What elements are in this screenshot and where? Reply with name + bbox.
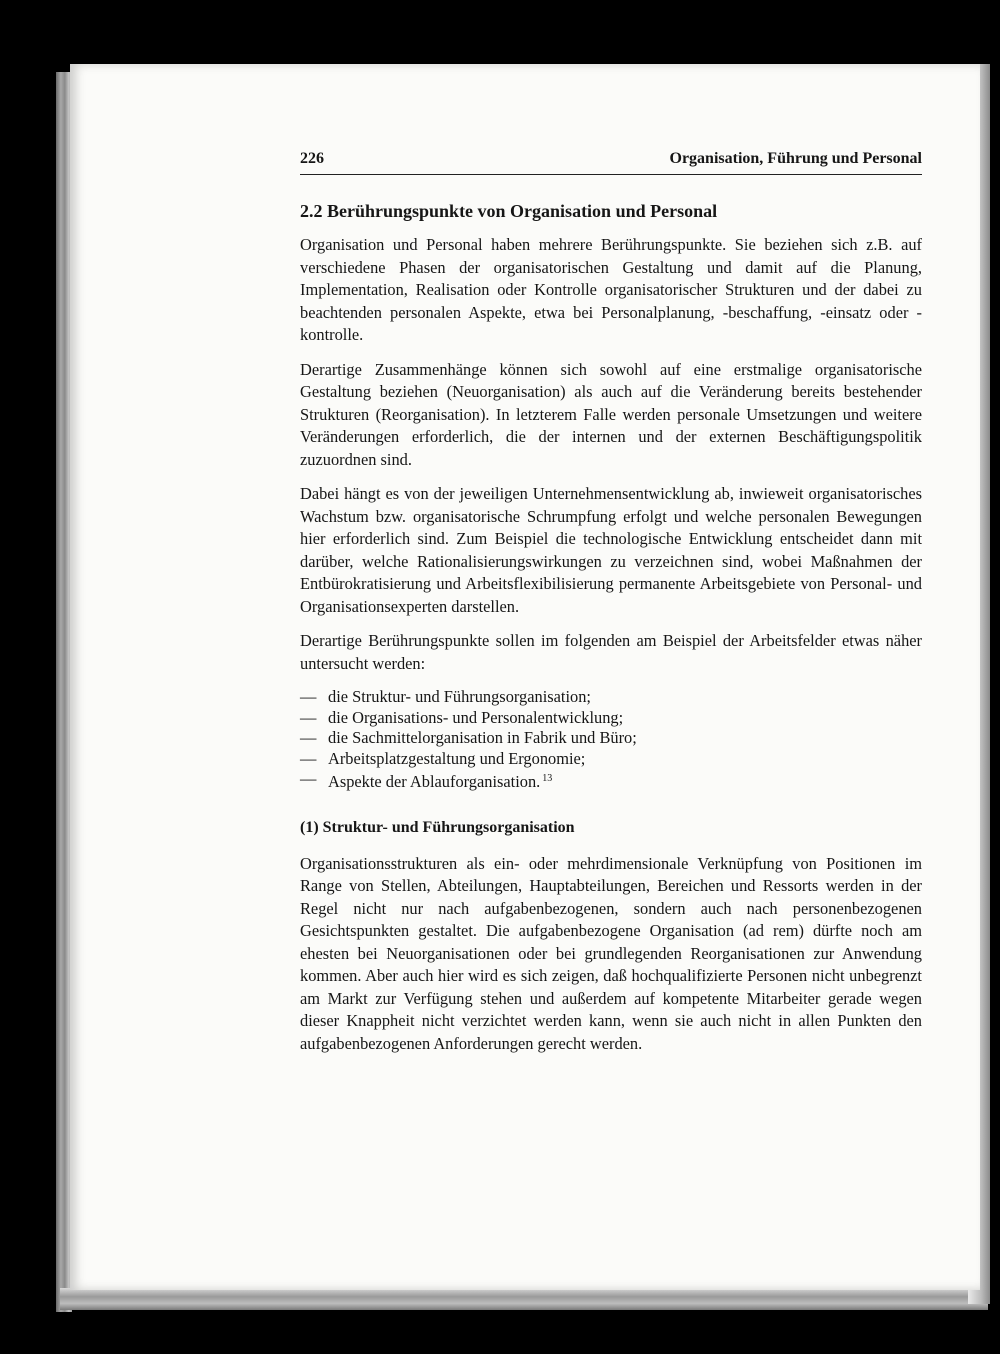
paragraph-3: Dabei hängt es von der jeweiligen Unternehmensentwicklung ab, inwieweit organisatorisches Wachstum bzw. organisatorische Schrumpfung erfolgt und welche personalen Bewegungen hier erforderlich sind. Zum Beispiel die technologische Entwicklung entscheidet dann mit darüber, welche Rationalisierungswirkungen zu verzeichnen sind, wobei Maßnahmen der Entbürokratisierung und Arbeitsflexibilisierung permanente Arbeitsgebiete von Personal- und Organisationsexperten darstellen.	[300, 484, 922, 616]
paragraph-1: Organisation und Personal haben mehrere Berührungspunkte. Sie beziehen sich z.B. auf verschiedene Phasen der organisatorischen Gestaltung und damit auf die Planung, Implementation, Realisation oder Kontrolle organisatorischer Strukturen und der dabei zu beachtenden personalen Aspekte, etwa bei Personalplanung, -beschaffung, -einsatz oder -kontrolle.	[300, 235, 922, 344]
subsection-paragraph: Organisationsstrukturen als ein- oder mehrdimensionale Verknüpfung von Positionen im Range von Stellen, Abteilungen, Hauptabteilungen, Bereichen und Ressorts werden in der Regel nicht nur nach aufgabenbezogenen, sondern auch nach personenbezogenen Gesichtspunkten gestaltet. Die aufgabenbezogene Organisation (ad rem) dürfte noch am ehesten bei Neuorganisationen oder bei grundlegenden Reorganisationen zur Anwendung kommen. Aber auch hier wird es sich zeigen, daß hochqualifizierte Personen nicht unbegrenzt am Markt zur Verfügung stehen und außerdem auf kompetente Mitarbeiter gerade wegen dieser Knappheit nicht verzichtet werden kann, wenn sie auch nicht in allen Punkten den aufgabenbezogenen Anforderungen gerecht werden.	[300, 853, 922, 1053]
list-item	[300, 749, 922, 770]
dash-bullet: —	[300, 769, 317, 788]
dash-bullet: —	[300, 707, 317, 727]
running-header	[300, 150, 922, 175]
running-title: Organisation, Führung und Personal	[669, 150, 922, 167]
list-item	[300, 708, 922, 729]
page-stack-bottom-edge	[60, 1288, 988, 1310]
list-item	[300, 687, 922, 708]
dash-bullet: —	[300, 728, 317, 747]
dash-bullet: —	[300, 687, 317, 706]
list-item-text-with-footnote	[328, 769, 552, 793]
list-item	[300, 769, 922, 793]
subsection-heading: (1) Struktur- und Führungsorganisation	[300, 818, 575, 836]
list-item-text: die Sachmittelorganisation in Fabrik und Büro;	[328, 728, 637, 747]
workfield-list	[300, 687, 922, 793]
section-heading: 2.2 Berührungspunkte von Organisation und Personal	[300, 201, 718, 221]
page-content	[300, 150, 922, 1067]
paragraph-2: Derartige Zusammenhänge können sich sowohl auf eine erstmalige organisatorische Gestaltung beziehen (Neuorganisation) als auch auf die Veränderung bereits bestehender Strukturen (Reorganisation). In letzterem Falle werden personale Umsetzungen und weitere Veränderungen erforderlich, die der internen und der externen Beschäftigungspolitik zuzuordnen sind.	[300, 359, 922, 469]
list-item-text: die Struktur- und Führungsorganisation;	[328, 687, 591, 706]
footnote-reference: 13	[542, 773, 553, 784]
paragraph-4: Derartige Berührungspunkte sollen im folgenden am Beispiel der Arbeitsfelder etwas näher untersucht werden:	[300, 631, 922, 673]
dash-bullet: —	[300, 748, 317, 768]
page-number: 226	[300, 150, 324, 167]
list-item-text: Arbeitsplatzgestaltung und Ergonomie;	[328, 748, 586, 768]
list-item	[300, 728, 922, 749]
list-item-text: die Organisations- und Personalentwicklung;	[328, 707, 624, 727]
list-item-text: Aspekte der Ablauforganisation.	[328, 772, 541, 791]
